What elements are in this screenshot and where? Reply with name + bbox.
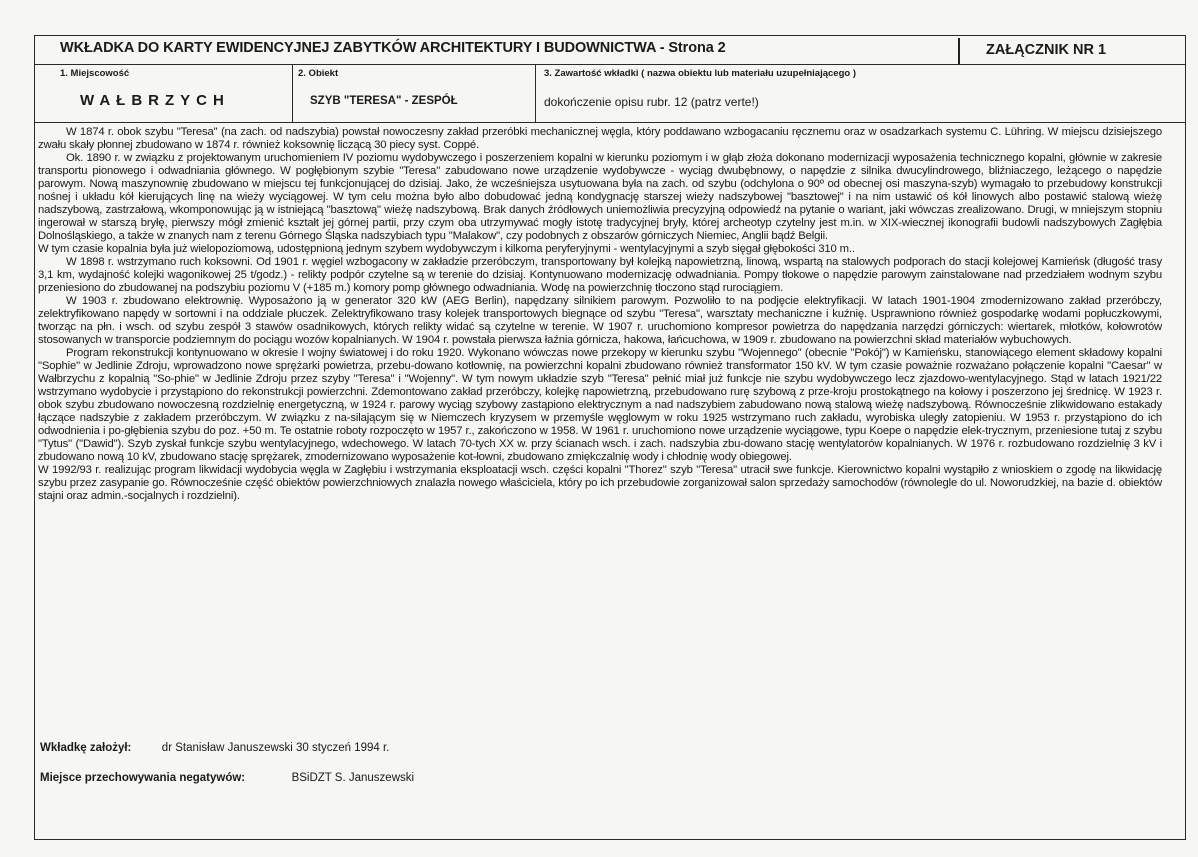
content-value: dokończenie opisu rubr. 12 (patrz verte!): [544, 95, 759, 109]
attachment-number: ZAŁĄCZNIK NR 1: [986, 42, 1107, 58]
document-title: WKŁADKA DO KARTY EWIDENCYJNEJ ZABYTKÓW ARCHITEKTURY I BUDOWNICTWA - Strona 2: [60, 40, 726, 56]
paragraph-1898: W 1898 r. wstrzymano ruch koksowni. Od 1901 r. węgiel wzbogacony w zakładzie przeróbczym, transportowany był kolejką napowietrzną, linową, wspartą na stalowych podporach do stacji kolejowej Kamieńsk (długość trasy 3,1 km, wydajność kolejki wagonikowej 25 t/godz.) - relikty podpór czytelne są w terenie do dzisiaj. Kontynuowano modernizację odwadniania. Pompy tłokowe o napędzie parowym zainstalowane nad przedziałem wodnym szybu przeniesiono do zbudowanej na podszybiu poziomu V (+185 m.) komory pomp głównego odwadniania. Wodę na powierzchnię tłoczono stąd rurociągiem.: [38, 256, 1162, 294]
paragraph-1992: W 1992/93 r. realizując program likwidacji wydobycia węgla w Zagłębiu i wstrzymania eksploatacji wsch. części kopalni "Thorez" szyb "Teresa" utracił swe funkcje. Kierownictwo kopalni wystąpiło z wnioskiem o zgodę na likwidację szybu przez zasypanie go. Równocześnie część obiektów powierzchniowych znalazła nowego właściciela, który po ich przebudowie zorganizował salon sprzedaży samochodów (równolegle do ul. Noworudzkiej, na bazie d. obiektów stajni oraz admin.-socjalnych i rozdzielni).: [38, 464, 1162, 502]
content-label: 3. Zawartość wkładki ( nazwa obiektu lub materiału uzupełniającego ): [544, 68, 856, 79]
object-value: SZYB "TERESA" - ZESPÓŁ: [310, 95, 458, 107]
author-row: [40, 742, 389, 754]
town-label: 1. Miejscowość: [60, 68, 130, 79]
town-value: WAŁBRZYCH: [80, 92, 230, 109]
author-label: Wkładkę założył:: [40, 742, 132, 754]
object-label: 2. Obiekt: [298, 68, 339, 79]
field-divider-2: [535, 64, 536, 122]
paragraph-1903: W 1903 r. zbudowano elektrownię. Wyposażono ją w generator 320 kW (AEG Berlin), napędzany silnikiem parowym. Pozwoliło to na podjęcie elektryfikacji. W latach 1901-1904 zmodernizowano zakład przeróbczy, zelektryfikowano napędy w sortowni i na oddziale płuczek. Zelektryfikowano trasy kolejek transportowych biegnące od szybu "Teresa", warsztaty mechaniczne i kuźnię. Usprawniono również gospodarkę wodami popłuczkowymi, tworząc na płn. i wsch. od szybu zespół 3 stawów osadnikowych, których relikty widać są czytelne w terenie. W 1907 r. uruchomiono kompresor powietrza do napędzania narzędzi górniczych: wiertarek, młotków, kołowrotów stosowanych w transporcie podziemnym do pociągu wozów kopalnianych. W 1904 r. powstała pierwsza łaźnia górnicza, hakowa, łańcuchowa, w 1909 r. zbudowano na powierzchni skład materiałów wybuchowych.: [38, 295, 1162, 346]
paragraph-reconstruction: Program rekonstrukcji kontynuowano w okresie I wojny światowej i do roku 1920. Wykonano wówczas nowe przekopy w kierunku szybu "Wojennego" (obecnie "Pokój") w Kamieńsku, stanowiącego element składowy kopalni "Sophie" w Jedlinie Zdroju, wprowadzono nowe sprężarki powietrza, przebu-dowano kotłownię, na powierzchni kopalni zbudowano również transformator 150 kV. W tym czasie poważnie rozważano połączenie kopalni "Caesar" w Wałbrzychu z kopalnią "So-phie" w Jedlinie Zdroju przez szyby "Teresa" i "Wojenny". W tym nowym układzie szyb "Teresa" pełnić miał już funkcje nie szybu wydobywczego lecz zjazdowo-wentylacyjnego. Stąd w latach 1921/22 wstrzymano wydobycie i przystąpiono do rekonstrukcji powierzchni. Zdemontowano zakład przeróbczy, kolejkę napowietrzną, przebudowano rurę szybową z prze-kroju prostokątnego na kołowy i poszerzono jej średnicę. W 1923 r. obok szybu zbudowano nowoczesną rozdzielnię energetyczną, w 1924 r. parowy wyciąg szybowy zastąpiono elektrycznym a nad nadszybiem zabudowano nową stalową wieżę nadszybową. Równocześnie zlikwidowano estakady łączące nadszybie z zakładem przeróbczym. W związku z na-silającym się w Niemczech kryzysem w przemyśle węglowym w roku 1925 wstrzymano ruch zakładu, wyrobiska uległy zatopieniu. W 1953 r. przystąpiono do ich odwodnienia i po-głębienia szybu do poz. +50 m. Te ostatnie roboty rozpoczęto w 1957 r., zakończono w 1958. W 1961 r. uruchomiono nowe urządzenie wyciągowe, typu Koepe o napędzie elek-trycznym, przeniesione tutaj z szybu "Tytus" ("Dawid"). Szyb zyskał funkcje szybu wentylacyjnego, wdechowego. W latach 70-tych XX w. przy ścianach wsch. i zach. nadszybia zbu-dowano stację wentylatorów kopalnianych. W 1976 r. rozbudowano rozdzielnię 3 kV i zbudowano nową 10 kV, zbudowano stację sprężarek, zmodernizowano wyposażenie kot-łowni, zbudowano zmiękczalnię wody i chłodnię wody obiegowej.: [38, 347, 1162, 463]
paragraph-1874: W 1874 r. obok szybu "Teresa" (na zach. od nadszybia) powstał nowoczesny zakład przeróbki mechanicznej węgla, który poddawano wzbogacaniu ręcznemu oraz w osadzarkach systemu C. Lühring. W miejscu dzisiejszego zwału skały płonnej zbudowano w 1874 r. również koksownię liczącą 30 piecy syst. Coppé.: [38, 126, 1162, 151]
header-divider: [958, 38, 960, 64]
paragraph-depth: W tym czasie kopalnia była już wielopoziomową, udostępnioną jednym szybem wydobywczym i kilkoma peryferyjnymi - wentylacyjnymi a szyb sięgał głębokości 310 m..: [38, 243, 855, 255]
fields-rule: [34, 122, 1185, 123]
storage-row: [40, 772, 414, 784]
storage-label: Miejsce przechowywania negatywów:: [40, 772, 246, 784]
storage-value: BSiDZT S. Januszewski: [291, 772, 415, 784]
paragraph-1890: Ok. 1890 r. w związku z projektowanym uruchomieniem IV poziomu wydobywczego i poszerzeniem kopalni w kierunku poziomym i w głąb złoża dokonano modernizacji wyposażenia technicznego kopalni, głównie w zakresie transportu pionowego i odwadniania głównego. W pogłębionym szybie "Teresa" zabudowano nowe urządzenie wydobywcze - wyciąg dwubębnowy, o napędzie z silnika dwucylindrowego, bliźniaczego, leżącego o napędzie parowym. Nową maszynownię zbudowano w miejscu tej funkcjonującej do dzisiaj. Jako, że wcześniejsza usytuowana była na zach. od szybu (odchylona o 90º od obecnej osi maszyna-szyb) wymagało to przebudowy konstrukcji nośnej i układu kół kierujących linę na wieży wyciągowej. W tym celu można było albo dobudować jedną kondygnację starszej wieży nadszybowej "basztowej" i na nim ustawić oś kół linowych albo postawić stalową wieżę nadszybową, zastrzałową, wkomponowując ją w istniejącą "basztową" wieżę nadszybową. Brak danych źródłowych uniemożliwia precyzyjną odpowiedź na pytanie o wariant, jaki wówczas zrealizowano. Drugi, w mniejszym stopniu ingerował w starszą bryłę, pierwszy mógł zmienić kształt jej górnej partii, przy czym oba utrzymywać mogły istotę tradycyjnej bryły, której archeotyp czytelny jest m.in. w XIX-wiecznej ikonografii budowli nadszybowych Zagłębia Dolnośląskiego, a także w znanych nam z terenu Górnego Śląska nadszybiach typu "Malakow", czy podobnych z obszarów górniczych Niemiec, Anglii bądź Belgii.: [38, 152, 1162, 242]
field-divider-1: [292, 64, 293, 122]
header-rule: [34, 64, 1185, 65]
description-body: [38, 126, 1162, 503]
author-value: dr Stanisław Januszewski 30 styczeń 1994 r.: [161, 742, 390, 754]
